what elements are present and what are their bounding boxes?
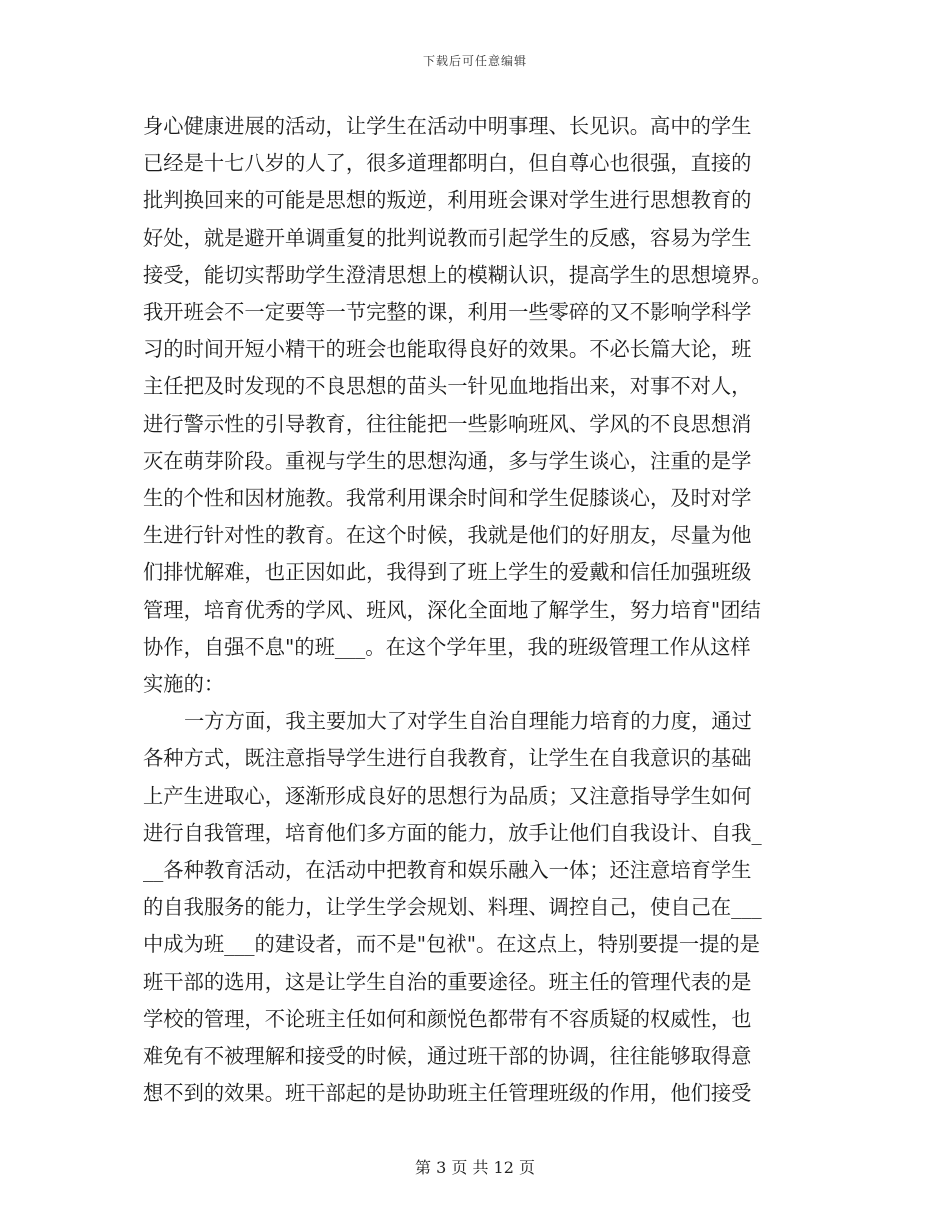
body-line: 实施的： — [143, 672, 225, 697]
body-line: 习的时间开短小精干的班会也能取得良好的效果。不必长篇大论，班 — [143, 337, 752, 362]
body-line: 我开班会不一定要等一节完整的课，利用一些零碎的又不影响学科学 — [143, 300, 752, 325]
body-line: 进行警示性的引导教育，往往能把一些影响班风、学风的不良思想消 — [143, 411, 752, 436]
body-line: 生进行针对性的教育。在这个时候，我就是他们的好朋友，尽量为他 — [143, 523, 752, 548]
document-body — [143, 108, 805, 1112]
body-line: 难免有不被理解和接受的时候，通过班干部的协调，往往能够取得意 — [143, 1044, 752, 1069]
body-line: 想不到的效果。班干部起的是协助班主任管理班级的作用，他们接受 — [143, 1081, 752, 1106]
body-line: 生的个性和因材施教。我常利用课余时间和学生促膝谈心，及时对学 — [143, 486, 752, 511]
body-line: 身心健康进展的活动，让学生在活动中明事理、长见识。高中的学生 — [143, 114, 752, 138]
body-line: __各种教育活动，在活动中把教育和娱乐融入一体；还注意培育学生 — [143, 858, 752, 883]
paragraph-start-line: 一方方面，我主要加大了对学生自治自理能力培育的力度，通过 — [184, 709, 752, 734]
body-line: 好处，就是避开单调重复的批判说教而引起学生的反感，容易为学生 — [143, 225, 752, 250]
body-line: 进行自我管理，培育他们多方面的能力，放手让他们自我设计、自我_ — [143, 820, 762, 845]
body-line: 管理，培育优秀的学风、班风，深化全面地了解学生，努力培育"团结 — [143, 597, 761, 622]
body-line: 们排忧解难，也正因如此，我得到了班上学生的爱戴和信任加强班级 — [143, 560, 752, 585]
body-line: 协作，自强不息"的班___。在这个学年里，我的班级管理工作从这样 — [143, 634, 751, 659]
page-number: 第 3 页 共 12 页 — [415, 1158, 535, 1177]
body-line: 各种方式，既注意指导学生进行自我教育，让学生在自我意识的基础 — [143, 746, 752, 771]
body-line: 上产生进取心，逐渐形成良好的思想行为品质；又注意指导学生如何 — [143, 783, 752, 808]
body-line: 接受，能切实帮助学生澄清思想上的模糊认识，提高学生的思想境界。 — [143, 262, 772, 287]
body-line: 灭在萌芽阶段。重视与学生的思想沟通，多与学生谈心，注重的是学 — [143, 448, 752, 473]
body-line: 学校的管理，不论班主任如何和颜悦色都带有不容质疑的权威性，也 — [143, 1006, 752, 1031]
body-line: 班干部的选用，这是让学生自治的重要途径。班主任的管理代表的是 — [143, 969, 752, 994]
body-line: 的自我服务的能力，让学生学会规划、料理、调控自己，使自己在___ — [143, 895, 762, 920]
body-line: 中成为班___的建设者，而不是"包袱"。在这点上，特别要提一提的是 — [143, 932, 760, 957]
page-header-note: 下载后可任意编辑 — [422, 54, 527, 68]
body-line: 主任把及时发现的不良思想的苗头一针见血地指出来，对事不对人， — [143, 374, 752, 399]
body-line: 批判换回来的可能是思想的叛逆，利用班会课对学生进行思想教育的 — [143, 188, 752, 213]
body-line: 已经是十七八岁的人了，很多道理都明白，但自尊心也很强，直接的 — [143, 151, 752, 176]
